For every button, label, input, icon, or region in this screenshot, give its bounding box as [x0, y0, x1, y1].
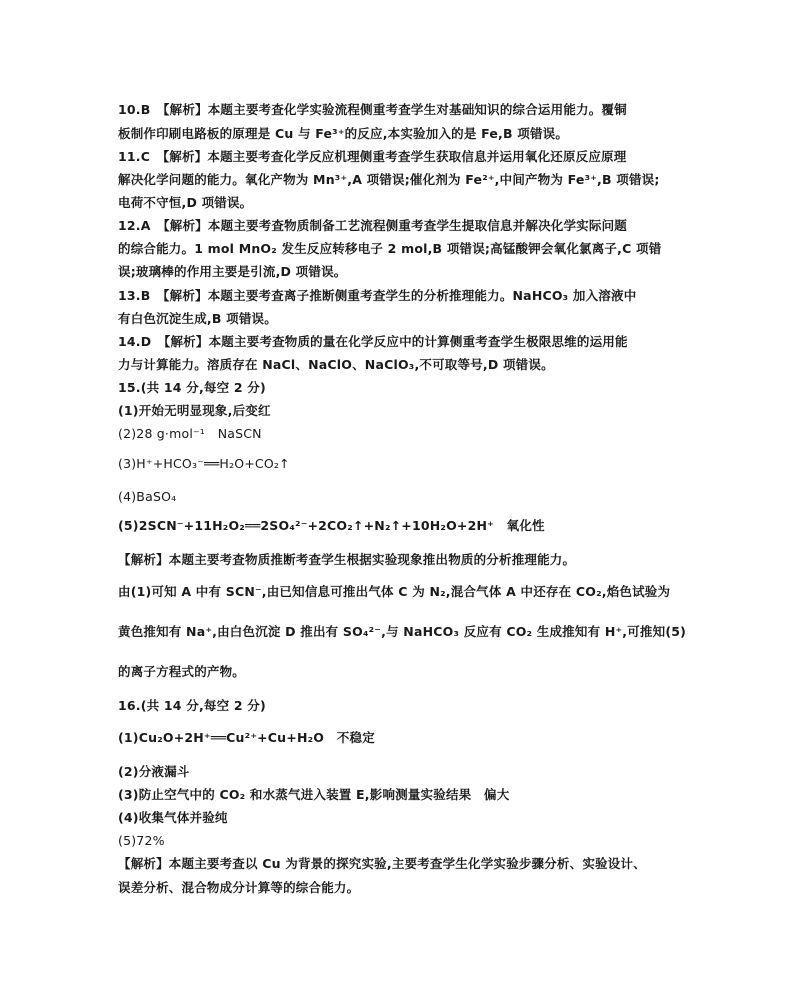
q15-analysis-4: 的离子方程式的产物。 — [118, 664, 246, 679]
q14-line-2: 力与计算能力。溶质存在 NaCl、NaClO、NaClO₃,不可取等号,D 项错误。 — [118, 357, 554, 372]
q13-line-1: 13.B 【解析】本题主要考查离子推断侧重考查学生的分析推理能力。NaHCO₃ 加入溶液中 — [118, 288, 637, 303]
q16-analysis-1: 【解析】本题主要考查以 Cu 为背景的探究实验,主要考查学生化学实验步骤分析、实验设计、 — [118, 856, 646, 871]
q16-header: 16.(共 14 分,每空 2 分) — [118, 698, 266, 713]
q16-answer-2: (2)分液漏斗 — [118, 764, 190, 779]
q11-line-3: 电荷不守恒,D 项错误。 — [118, 195, 253, 210]
q16-analysis-2: 误差分析、混合物成分计算等的综合能力。 — [118, 880, 360, 895]
q14-line-1: 14.D 【解析】本题主要考查物质的量在化学反应中的计算侧重考查学生极限思维的运用能 — [118, 334, 628, 349]
q16-answer-1: (1)Cu₂O+2H⁺══Cu²⁺+Cu+H₂O 不稳定 — [118, 730, 375, 745]
q12-line-2: 的综合能力。1 mol MnO₂ 发生反应转移电子 2 mol,B 项错误;高锰酸钾会氧化氯离子,C 项错 — [118, 241, 662, 256]
q15-analysis-2: 由(1)可知 A 中有 SCN⁻,由已知信息可推出气体 C 为 N₂,混合气体 A 中还存在 CO₂,焰色试验为 — [118, 584, 671, 599]
q12-line-1: 12.A 【解析】本题主要考查物质制备工艺流程侧重考查学生提取信息并解决化学实际问题 — [118, 218, 627, 233]
q15-answer-1: (1)开始无明显现象,后变红 — [118, 403, 271, 418]
q10-line-2: 板制作印刷电路板的原理是 Cu 与 Fe³⁺的反应,本实验加入的是 Fe,B 项错误。 — [118, 126, 569, 141]
q15-answer-3: (3)H⁺+HCO₃⁻══H₂O+CO₂↑ — [118, 456, 290, 471]
q12-line-3: 误;玻璃棒的作用主要是引流,D 项错误。 — [118, 264, 347, 279]
q10-line-1: 10.B 【解析】本题主要考查化学实验流程侧重考查学生对基础知识的综合运用能力。覆铜 — [118, 102, 627, 117]
q11-line-2: 解决化学问题的能力。氧化产物为 Mn³⁺,A 项错误;催化剂为 Fe²⁺,中间产物为 Fe³⁺,B 项错误; — [118, 172, 660, 187]
q15-header: 15.(共 14 分,每空 2 分) — [118, 380, 266, 395]
q15-answer-2: (2)28 g·mol⁻¹ NaSCN — [118, 426, 262, 441]
q13-line-2: 有白色沉淀生成,B 项错误。 — [118, 311, 277, 326]
q11-line-1: 11.C 【解析】本题主要考查化学反应机理侧重考查学生获取信息并运用氧化还原反应原理 — [118, 149, 627, 164]
q16-answer-4: (4)收集气体并验纯 — [118, 810, 228, 825]
q15-analysis-1: 【解析】本题主要考查物质推断考查学生根据实验现象推出物质的分析推理能力。 — [118, 552, 576, 567]
q15-answer-5: (5)2SCN⁻+11H₂O₂══2SO₄²⁻+2CO₂↑+N₂↑+10H₂O+2H⁺ 氧化性 — [118, 518, 545, 533]
q16-answer-3: (3)防止空气中的 CO₂ 和水蒸气进入装置 E,影响测量实验结果 偏大 — [118, 787, 510, 802]
q15-answer-4: (4)BaSO₄ — [118, 489, 177, 504]
q15-analysis-3: 黄色推知有 Na⁺,由白色沉淀 D 推出有 SO₄²⁻,与 NaHCO₃ 反应有 CO₂ 生成推知有 H⁺,可推知(5) — [118, 624, 687, 639]
q16-answer-5: (5)72% — [118, 833, 165, 848]
